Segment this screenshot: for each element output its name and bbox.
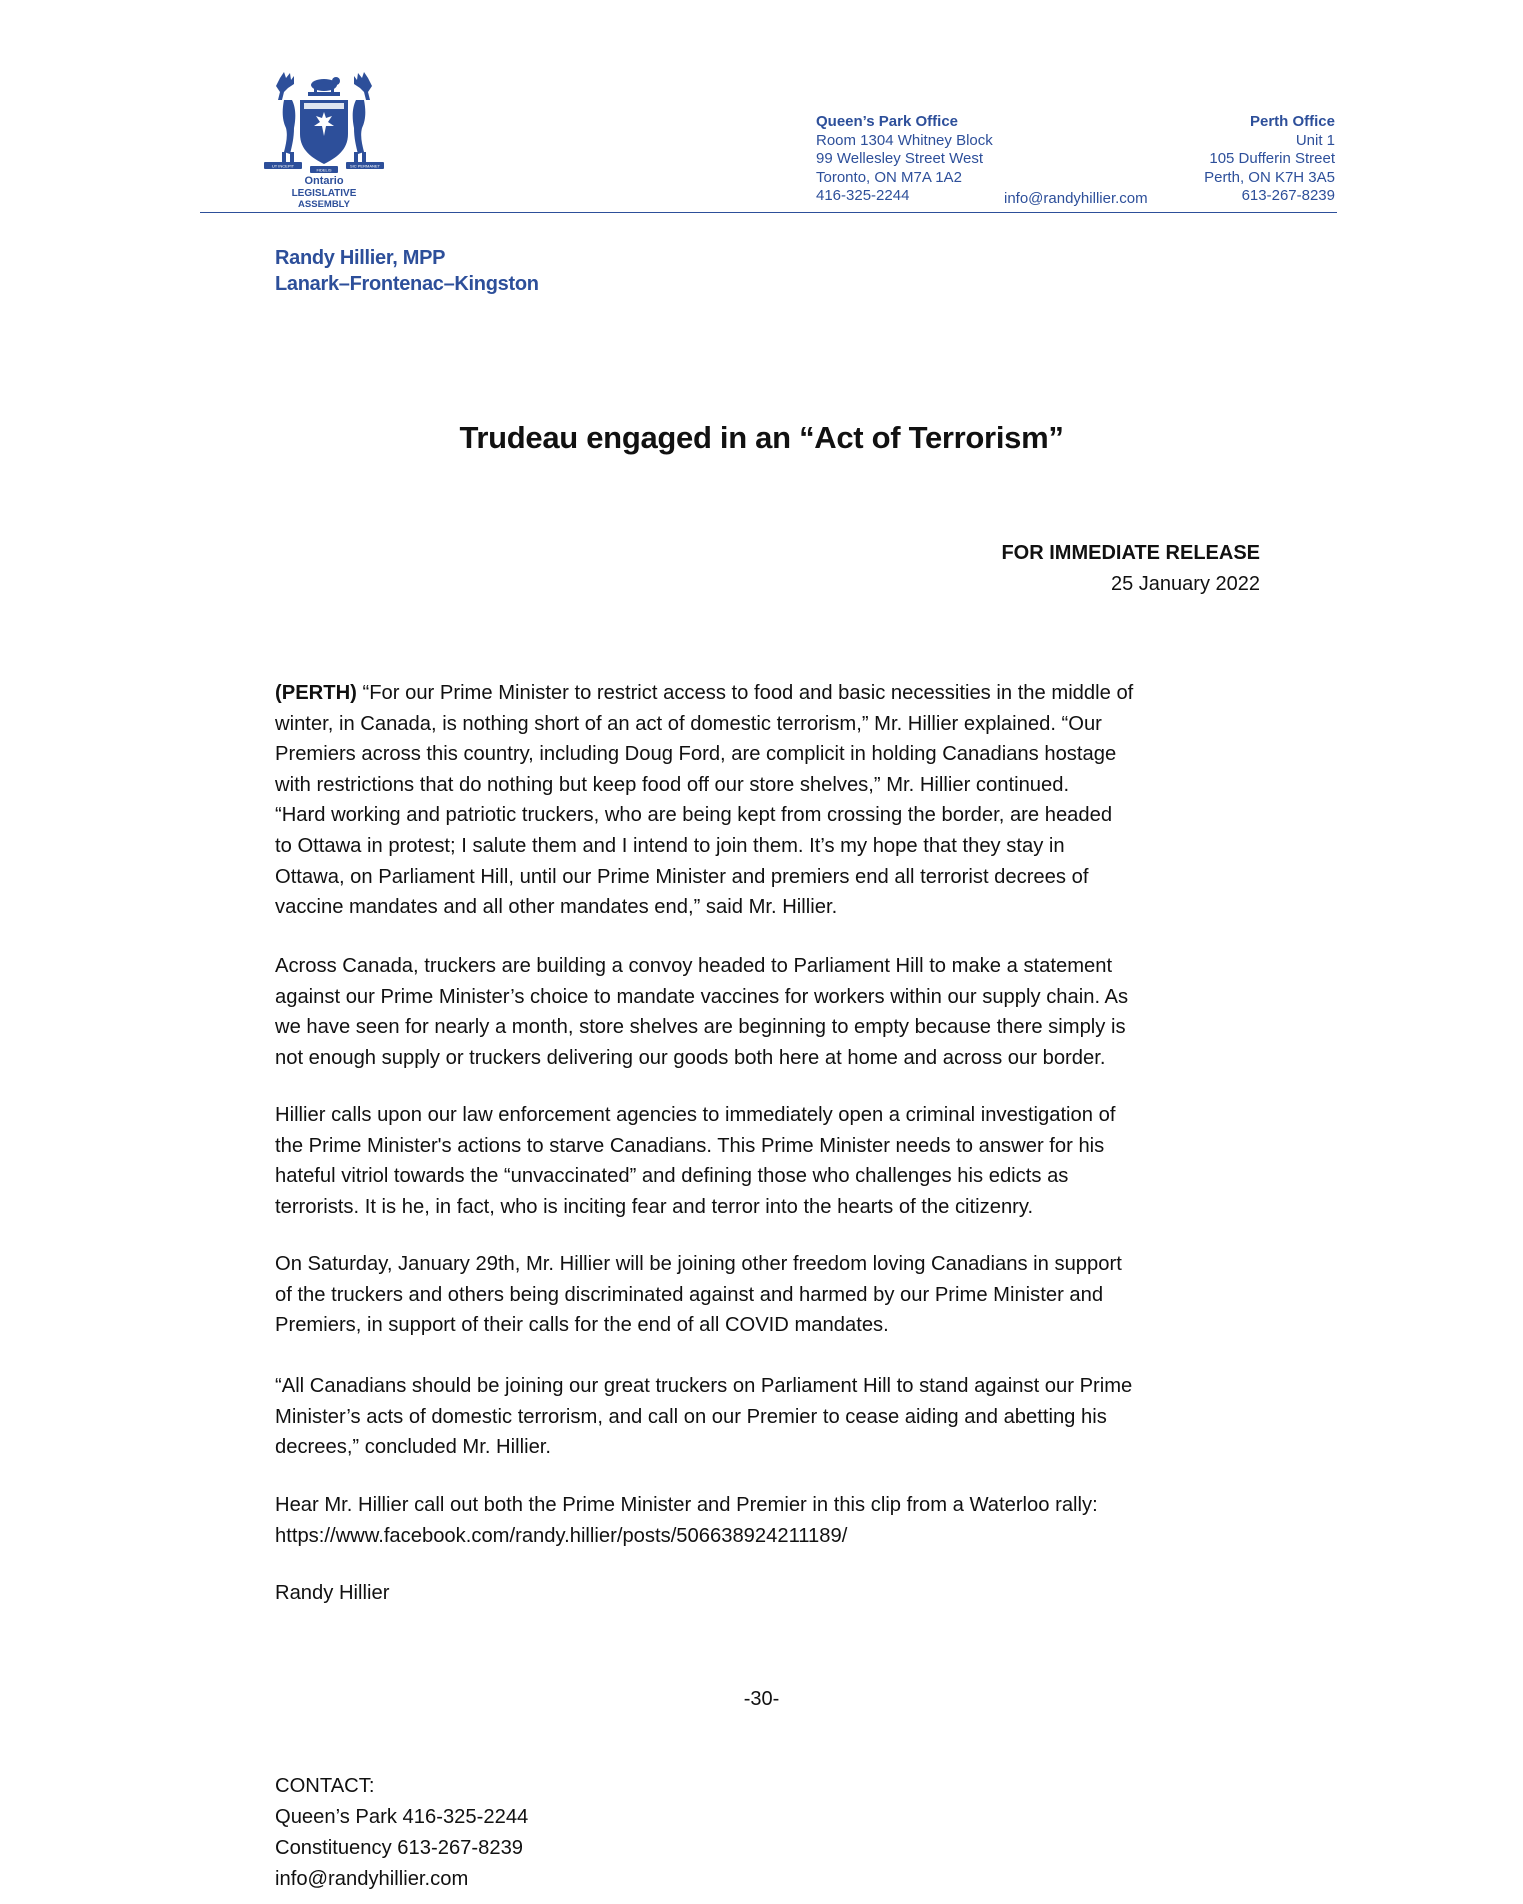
p6-line1: Hear Mr. Hillier call out both the Prime Minister and Premier in this clip from a Waterloo rally: <box>275 1494 1098 1516</box>
body-paragraph-2 <box>275 951 1275 1073</box>
release-date: 25 January 2022 <box>1110 573 1260 595</box>
body-paragraph-1 <box>275 678 1275 923</box>
p5-line1: “All Canadians should be joining our great truckers on Parliament Hill to stand against our Prime <box>275 1375 1133 1397</box>
press-release-title: Trudeau engaged in an “Act of Terrorism” <box>459 420 1064 455</box>
queens-park-office-block <box>816 113 993 206</box>
perth-address-line2: 105 Dufferin Street <box>1209 150 1335 167</box>
p1-line5: “Hard working and patriotic truckers, who are being kept from crossing the border, are headed <box>275 804 1113 827</box>
signature: Randy Hillier <box>275 1582 390 1604</box>
queens-park-address-line1: Room 1304 Whitney Block <box>816 131 993 149</box>
p1-line8: vaccine mandates and all other mandates end,” said Mr. Hillier. <box>275 896 838 919</box>
p2-line2: against our Prime Minister’s choice to mandate vaccines for workers within our supply chain. As <box>275 985 1129 1008</box>
contact-queens-park: Queen’s Park 416-325-2244 <box>275 1806 529 1828</box>
perth-office-title: Perth Office <box>1249 113 1335 130</box>
perth-address-line3: Perth, ON K7H 3A5 <box>1204 168 1335 186</box>
motto-right: SIC PERMANET <box>349 163 381 169</box>
member-riding: Lanark–Frontenac–Kingston <box>275 273 539 295</box>
ontario-legislative-assembly-logo <box>262 70 386 210</box>
dateline: (PERTH) <box>275 682 357 704</box>
body-paragraph-4 <box>275 1249 1275 1341</box>
body-paragraph-6 <box>275 1490 1275 1551</box>
logo-text-legislative: LEGISLATIVE <box>291 188 357 199</box>
queens-park-address-line3: Toronto, ON M7A 1A2 <box>816 168 962 186</box>
queens-park-address-line2: 99 Wellesley Street West <box>816 150 984 167</box>
p2-line3: we have seen for nearly a month, store shelves are beginning to empty because there simply is <box>275 1016 1126 1039</box>
body-paragraph-3 <box>275 1100 1275 1222</box>
letterhead-divider <box>200 212 1337 213</box>
motto-center: FIDELIS <box>316 167 332 173</box>
contact-block <box>275 1771 528 1895</box>
body-paragraph-5 <box>275 1371 1275 1463</box>
end-mark: -30- <box>743 1688 780 1710</box>
letterhead-email: info@randyhillier.com <box>1004 190 1148 207</box>
contact-email[interactable]: info@randyhillier.com <box>275 1868 469 1890</box>
p1-line7: Ottawa, on Parliament Hill, until our Prime Minister and premiers end all terrorist decrees of <box>275 865 1089 888</box>
queens-park-office-title: Queen’s Park Office <box>816 113 959 130</box>
logo-text-ontario: Ontario <box>304 175 344 187</box>
p1-line2: winter, in Canada, is nothing short of an act of domestic terrorism,” Mr. Hillier explained. “Our <box>275 712 1102 735</box>
p1-line1: “For our Prime Minister to restrict access to food and basic necessities in the middle of <box>362 682 1134 704</box>
facebook-link[interactable]: https://www.facebook.com/randy.hillier/posts/506638924211189/ <box>275 1524 848 1547</box>
perth-address-line1: Unit 1 <box>1295 131 1335 149</box>
p3-line3: hateful vitriol towards the “unvaccinated” and defining those who challenges his edicts as <box>275 1165 1069 1188</box>
p1-line4: with restrictions that do nothing but keep food off our store shelves,” Mr. Hillier continued. <box>275 773 1070 796</box>
contact-constituency: Constituency 613-267-8239 <box>275 1837 524 1859</box>
motto-left: UT INCEPIT <box>271 163 295 169</box>
p3-line1: Hillier calls upon our law enforcement agencies to immediately open a criminal investigation of <box>275 1104 1116 1126</box>
p3-line2: the Prime Minister's actions to starve Canadians. This Prime Minister needs to answer for his <box>275 1134 1105 1157</box>
p2-line4: not enough supply or truckers delivering our goods both here at home and across our border. <box>275 1046 1106 1069</box>
p5-line3: decrees,” concluded Mr. Hillier. <box>275 1436 552 1459</box>
contact-label: CONTACT: <box>275 1775 375 1797</box>
p1-line3: Premiers across this country, including Doug Ford, are complicit in holding Canadians hostage <box>275 743 1117 766</box>
release-label: FOR IMMEDIATE RELEASE <box>1001 542 1260 564</box>
member-block <box>275 245 539 297</box>
release-block <box>1001 538 1260 600</box>
p4-line2: of the truckers and others being discriminated against and harmed by our Prime Minister and <box>275 1283 1104 1306</box>
member-name: Randy Hillier, MPP <box>275 247 446 269</box>
p3-line4: terrorists. It is he, in fact, who is inciting fear and terror into the hearts of the citizenry. <box>275 1195 1034 1218</box>
logo-text-assembly: ASSEMBLY <box>298 199 350 210</box>
p1-line6: to Ottawa in protest; I salute them and I intend to join them. It’s my hope that they stay in <box>275 834 1065 857</box>
p5-line2: Minister’s acts of domestic terrorism, and call on our Premier to cease aiding and abetting his <box>275 1405 1107 1428</box>
perth-office-block <box>1204 113 1335 206</box>
queens-park-phone: 416-325-2244 <box>816 187 910 204</box>
p4-line1: On Saturday, January 29th, Mr. Hillier will be joining other freedom loving Canadians in support <box>275 1253 1122 1275</box>
perth-phone: 613-267-8239 <box>1241 187 1335 204</box>
p4-line3: Premiers, in support of their calls for the end of all COVID mandates. <box>275 1314 889 1337</box>
p2-line1: Across Canada, truckers are building a convoy headed to Parliament Hill to make a statement <box>275 955 1113 977</box>
